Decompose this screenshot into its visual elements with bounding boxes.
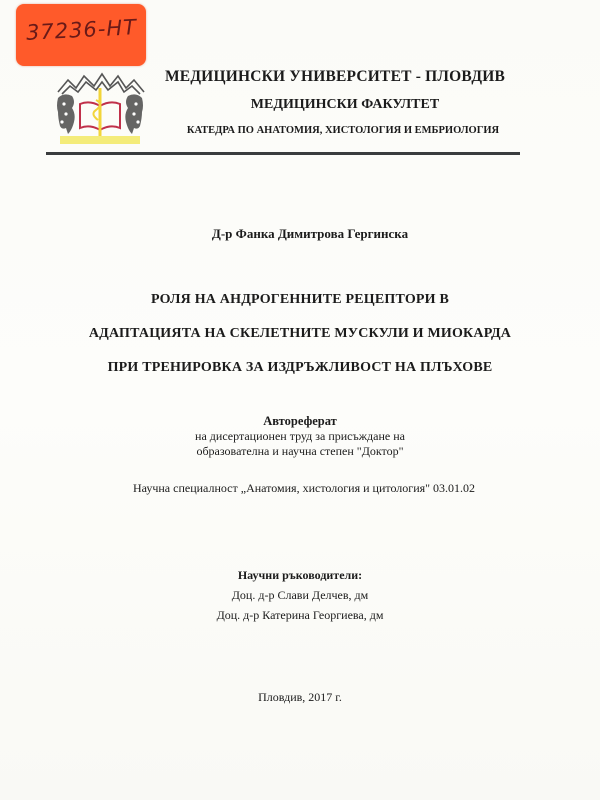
- supervisor-name: Доц. д-р Слави Делчев, дм: [231, 588, 369, 602]
- abstract-block: [0, 413, 600, 459]
- scientific-specialty: Научна специалност „Анатомия, хистология и цитология" 03.01.02: [132, 481, 476, 495]
- library-sticker: [16, 4, 146, 66]
- sticker-code: 37236-НТ: [25, 15, 138, 45]
- city-year: Пловдив, 2017 г.: [258, 690, 342, 704]
- thesis-title: [0, 290, 600, 392]
- department-name: КАТЕДРА ПО АНАТОМИЯ, ХИСТОЛОГИЯ И ЕМБРИОЛОГИЯ: [186, 125, 500, 136]
- header-divider: [46, 152, 520, 155]
- university-name: МЕДИЦИНСКИ УНИВЕРСИТЕТ - ПЛОВДИВ: [164, 68, 506, 85]
- supervisors-label: Научни ръководители:: [237, 568, 363, 582]
- author-name: Д-р Фанка Димитрова Гергинска: [211, 226, 409, 241]
- abstract-line: на дисертационен труд за присъждане на: [195, 429, 405, 443]
- university-crest-icon: [52, 70, 148, 146]
- title-line: РОЛЯ НА АНДРОГЕННИТЕ РЕЦЕПТОРИ В: [150, 292, 449, 307]
- faculty-name: МЕДИЦИНСКИ ФАКУЛТЕТ: [250, 97, 440, 112]
- title-line: АДАПТАЦИЯТА НА СКЕЛЕТНИТЕ МУСКУЛИ И МИОКАРДА: [88, 326, 512, 341]
- supervisor-name: Доц. д-р Катерина Георгиева, дм: [216, 608, 384, 622]
- institution-header: [160, 68, 530, 136]
- title-line: ПРИ ТРЕНИРОВКА ЗА ИЗДРЪЖЛИВОСТ НА ПЛЪХОВЕ: [107, 360, 493, 375]
- abstract-line: образователна и научна степен "Доктор": [196, 444, 404, 458]
- supervisors-block: [0, 565, 600, 625]
- abstract-label: Автореферат: [263, 414, 337, 428]
